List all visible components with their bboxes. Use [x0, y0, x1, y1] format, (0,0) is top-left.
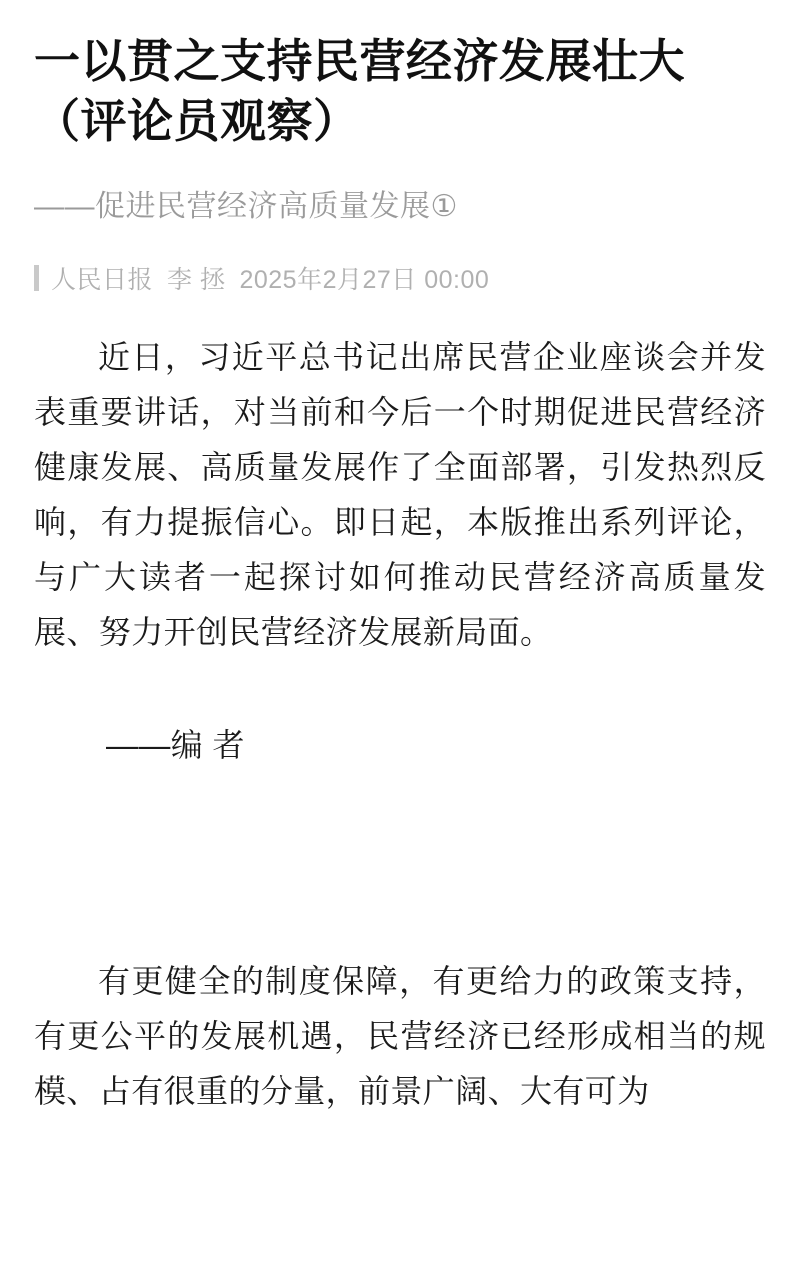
article-paragraph: 近日，习近平总书记出席民营企业座谈会并发表重要讲话，对当前和今后一个时期促进民营经济健康发展、高质量发展作了全面部署，引发热烈反响，有力提振信心。即日起，本版推出系列评论，与广大读者一起探讨如何推动民营经济高质量发展、努力开创民营经济发展新局面。 [34, 338, 766, 650]
byline [34, 260, 766, 296]
bottom-spacer [34, 1151, 766, 1211]
editor-note: ——编 者 [106, 726, 245, 763]
byline-date: 2025年2月27日 00:00 [239, 265, 490, 294]
byline-source: 人民日报 [51, 265, 154, 294]
byline-accent-bar [34, 265, 39, 291]
section-spacer [34, 772, 766, 922]
article-lead-paragraph: 有更健全的制度保障，有更给力的政策支持，有更公平的发展机遇，民营经济已经形成相当的规模、占有很重的分量，前景广阔、大有可为 [34, 963, 766, 1110]
page-title: 一以贯之支持民营经济发展壮大（评论员观察） [34, 35, 685, 147]
byline-author: 李 拯 [167, 265, 226, 294]
article-subtitle: ——促进民营经济高质量发展① [34, 189, 458, 223]
